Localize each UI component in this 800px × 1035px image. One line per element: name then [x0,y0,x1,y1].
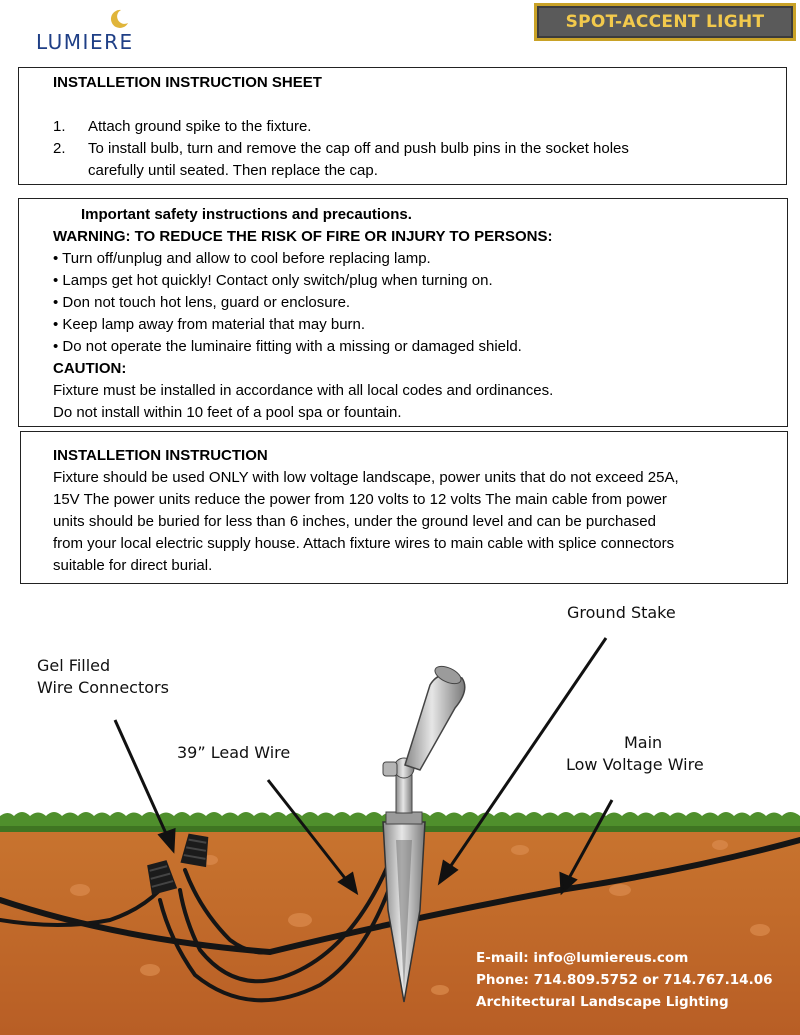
ground-stake-label: Ground Stake [567,603,676,622]
installation-line: 15V The power units reduce the power from 120 volts to 12 volts The main cable from power [53,491,667,508]
safety-bullet: • Lamps get hot quickly! Contact only switch/plug when turning on. [53,272,493,289]
safety-bullet: • Don not touch hot lens, guard or enclosure. [53,294,351,311]
step-number: 1. [53,118,66,135]
installation-sheet-box [18,67,787,185]
installation-diagram [0,590,800,1035]
step-text: carefully until seated. Then replace the cap. [88,162,378,179]
lead-wire-label: 39” Lead Wire [177,743,291,762]
contact-email: E-mail: info@lumiereus.com [476,950,689,966]
safety-instructions-box [18,198,788,427]
installation-title: INSTALLETION INSTRUCTION [53,447,268,464]
step-number: 2. [53,140,66,157]
main-wire-label: Low Voltage Wire [566,755,704,774]
product-badge-label: SPOT-ACCENT LIGHT [565,12,765,32]
crescent-moon-icon [108,8,130,30]
installation-line: suitable for direct burial. [53,557,213,574]
caution-label: CAUTION: [53,360,127,377]
installation-line: units should be buried for less than 6 inches, under the ground level and can be purchased [53,513,656,530]
step-text: Attach ground spike to the fixture. [88,118,312,135]
product-badge [534,3,796,41]
step-text: To install bulb, turn and remove the cap off and push bulb pins in the socket holes [88,140,629,157]
safety-bullet: • Do not operate the luminaire fitting with a missing or damaged shield. [53,338,522,355]
spotlight-fixture [383,663,465,813]
gel-connector-label: Gel Filled [37,656,111,675]
installation-sheet-title: INSTALLETION INSTRUCTION SHEET [53,74,322,91]
warning-text: WARNING: TO REDUCE THE RISK OF FIRE OR INJURY TO PERSONS: [53,228,553,245]
lumiere-logo [36,8,166,54]
installation-line: Fixture should be used ONLY with low voltage landscape, power units that do not exceed 25A, [53,469,679,486]
contact-tagline: Architectural Landscape Lighting [476,994,729,1010]
installation-instruction-box [20,431,788,584]
installation-line: from your local electric supply house. Attach fixture wires to main cable with splice connectors [53,535,675,552]
safety-bullet: • Turn off/unplug and allow to cool before replacing lamp. [53,250,431,267]
safety-bullet: • Keep lamp away from material that may burn. [53,316,366,333]
safety-heading: Important safety instructions and precautions. [81,206,412,223]
brand-name: LUMIERE [36,30,134,54]
contact-phone: Phone: 714.809.5752 or 714.767.14.06 [476,972,773,988]
caution-text: Do not install within 10 feet of a pool spa or fountain. [53,404,402,421]
main-wire-label: Main [624,733,663,752]
caution-text: Fixture must be installed in accordance with all local codes and ordinances. [53,382,554,399]
gel-connector-label: Wire Connectors [37,678,169,697]
